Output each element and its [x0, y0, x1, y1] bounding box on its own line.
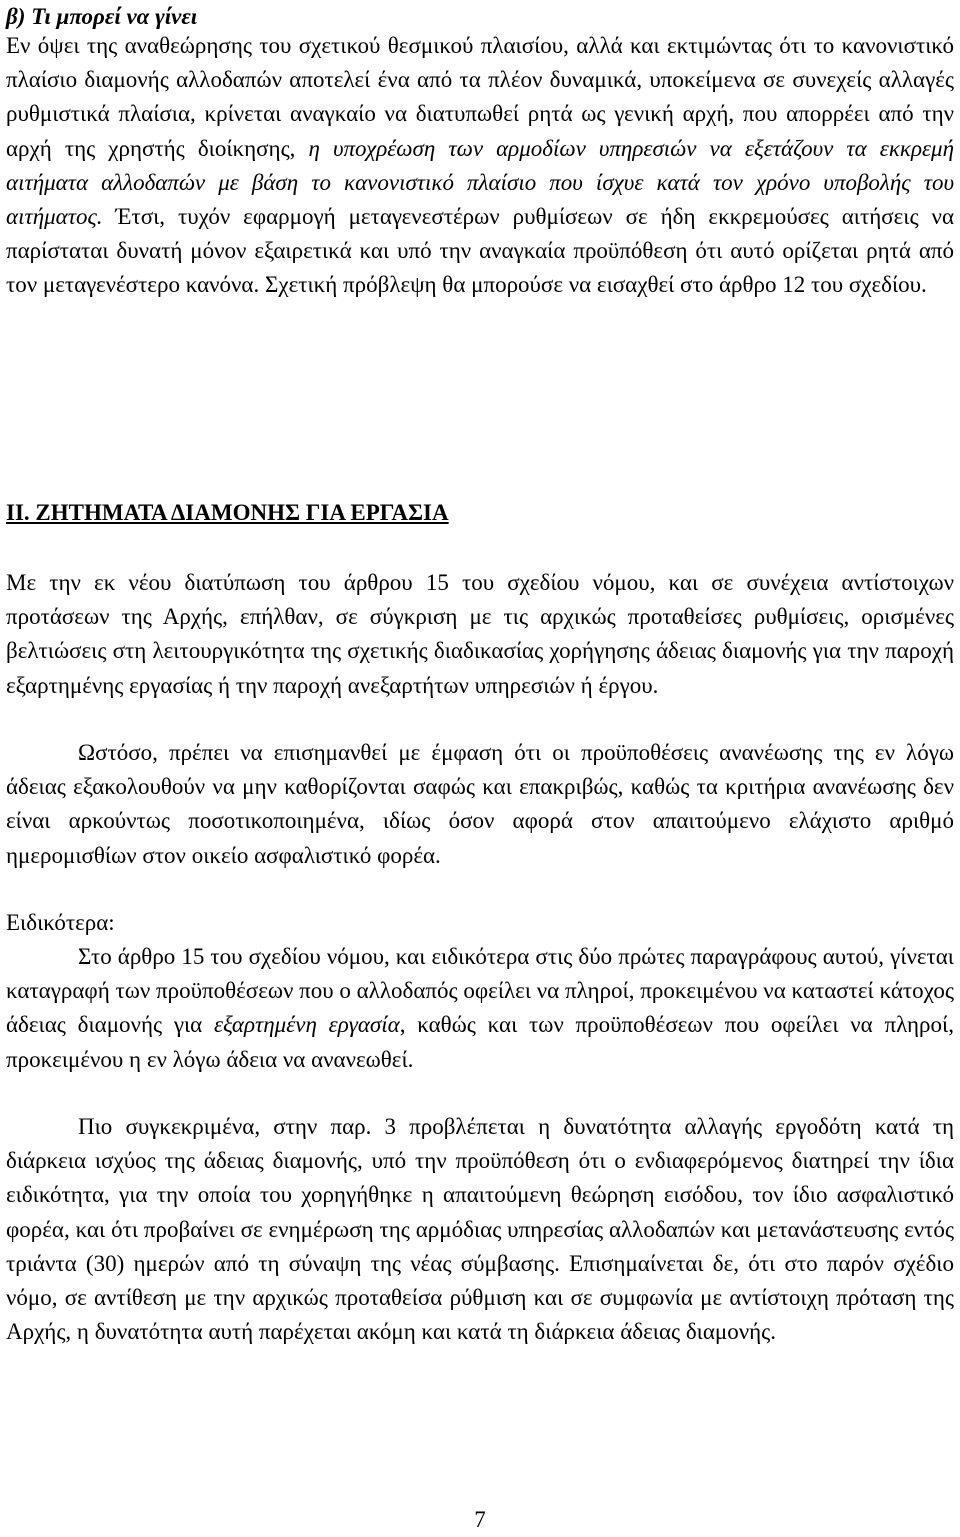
- section-b-text-start: Εν όψει της αναθεώρησης του σχετικού θεσμικού πλαισίου, αλλά και εκτιμώντας ότι το κανονιστικό πλαίσιο διαμονής αλλοδαπών αποτελεί ένα από τα πλέον δυναμικά, υποκείμενα σε συνεχείς αλλαγές ρυθμιστικά πλαίσια, κρίνεται αναγκαίο να διατυπωθεί ρητά ως γενική αρχή, που απορρέει από την αρχή της χρηστής διοίκησης,: [6, 33, 954, 161]
- section-ii-specifically-label: Ειδικότερα:: [6, 910, 115, 935]
- section-ii-paragraph-3: [6, 940, 954, 1077]
- section-ii-p3-text-start: Στο άρθρο 15 του σχεδίου νόμου, και ειδικότερα στις δύο πρώτες παραγράφους αυτού, γίνεται καταγραφή των προϋποθέσεων που ο αλλοδαπός οφείλει να πληροί, προκειμένου να καταστεί κάτοχος άδειας διαμονής για: [6, 944, 954, 1038]
- section-b-text-end: Έτσι, τυχόν εφαρμογή μεταγενεστέρων ρυθμίσεων σε ήδη εκκρεμούσες αιτήσεις να παρίσταται δυνατή μόνον εξαιρετικά και υπό την αναγκαία προϋπόθεση ότι αυτό ορίζεται ρητά από τον μεταγενέστερο κανόνα. Σχετική πρόβλεψη θα μπορούσε να εισαχθεί στο άρθρο 12 του σχεδίου.: [6, 204, 954, 298]
- section-ii-title: ΙΙ. ΖΗΤΗΜΑΤΑ ΔΙΑΜΟΝΗΣ ΓΙΑ ΕΡΓΑΣΙΑ: [6, 500, 449, 525]
- section-ii-paragraph-1: Με την εκ νέου διατύπωση του άρθρου 15 του σχεδίου νόμου, και σε συνέχεια αντίστοιχων προτάσεων της Αρχής, επήλθαν, σε σύγκριση με τις αρχικώς προταθείσες ρυθμίσεις, ορισμένες βελτιώσεις στη λειτουργικότητα της σχετικής διαδικασίας χορήγησης άδειας διαμονής για την παροχή εξαρτημένης εργασίας ή την παροχή ανεξαρτήτων υπηρεσιών ή έργου.: [6, 570, 954, 698]
- section-b-paragraph: [6, 29, 954, 303]
- section-ii-paragraph-2: Ωστόσο, πρέπει να επισημανθεί με έμφαση ότι οι προϋποθέσεις ανανέωσης της εν λόγω άδειας εξακολουθούν να μην καθορίζονται σαφώς και επακριβώς, καθώς τα κριτήρια ανανέωσης δεν είναι αρκούντως ποσοτικοποιημένα, ιδίως όσον αφορά στον απαιτούμενο ελάχιστο αριθμό ημερομισθίων στον οικείο ασφαλιστικό φορέα.: [6, 740, 954, 868]
- section-ii-p3-italic: εξαρτημένη εργασία: [213, 1012, 400, 1038]
- section-b-italic-principle: η υποχρέωση των αρμοδίων υπηρεσιών να εξετάζουν τα εκκρεμή αιτήματα αλλοδαπών με βάση το κανονιστικό πλαίσιο που ίσχυε κατά τον χρόνο υποβολής του αιτήματος.: [6, 135, 954, 230]
- section-ii-paragraph-4: Πιο συγκεκριμένα, στην παρ. 3 προβλέπεται η δυνατότητα αλλαγής εργοδότη κατά τη διάρκεια ισχύος της άδειας διαμονής, υπό την προϋπόθεση ότι ο ενδιαφερόμενος διατηρεί την ίδια ειδικότητα, για την οποία του χορηγήθηκε η απαιτούμενη θεώρηση εισόδου, τον ίδιο ασφαλιστικό φορέα, και ότι προβαίνει σε ενημέρωση της αρμόδιας υπηρεσίας αλλοδαπών και μετανάστευσης εντός τριάντα (30) ημερών από τη σύναψη της νέας σύμβασης. Επισημαίνεται δε, ότι στο παρόν σχέδιο νόμο, σε αντίθεση με την αρχικώς προταθείσα ρύθμιση και σε συμφωνία με αντίστοιχη πρόταση της Αρχής, η δυνατότητα αυτή παρέχεται ακόμη και κατά τη διάρκεια άδειας διαμονής.: [6, 1114, 954, 1345]
- page-number: 7: [474, 1507, 486, 1532]
- section-b-heading: β) Τι μπορεί να γίνει: [6, 4, 198, 29]
- document-page: [6, 0, 954, 1537]
- section-ii-p3-text-end: , καθώς και των προϋποθέσεων που οφείλει να πληροί, προκειμένου η εν λόγω άδεια να ανανεωθεί.: [6, 1012, 954, 1072]
